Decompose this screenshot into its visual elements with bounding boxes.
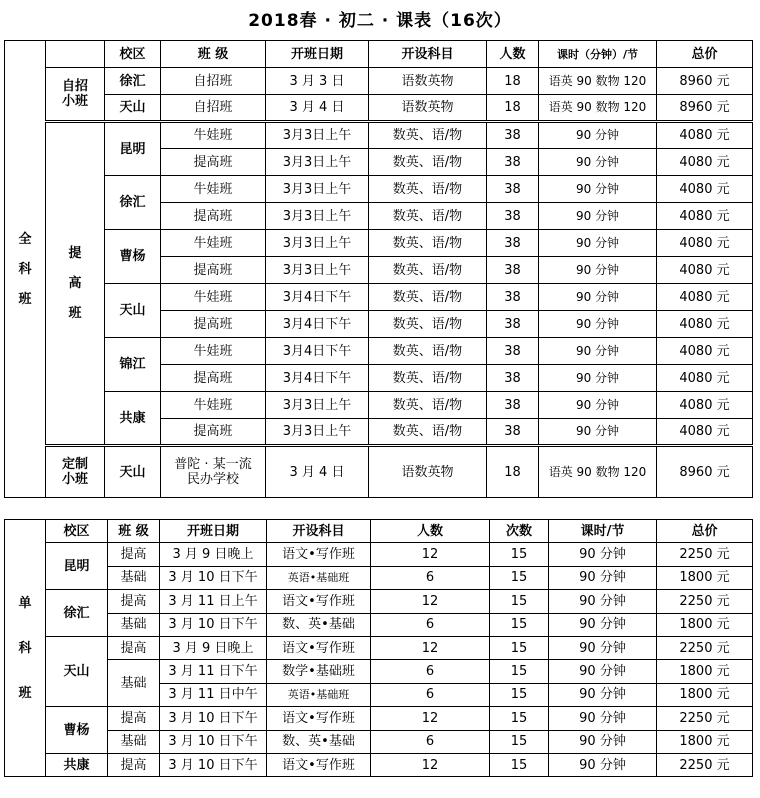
table-row <box>5 230 753 257</box>
subject-cell: 数英、语/物 <box>369 122 487 149</box>
student-count-cell: 38 <box>487 176 539 203</box>
student-count-cell: 6 <box>371 660 490 683</box>
subject-cell: 数学•基础班 <box>267 660 371 683</box>
section-label: 提 高 班 <box>46 122 105 446</box>
student-count-cell: 6 <box>371 730 490 753</box>
campus-name: 昆明 <box>105 122 161 176</box>
price-cell: 4080 元 <box>657 338 753 365</box>
subject-cell: 语文•写作班 <box>267 636 371 659</box>
student-count-cell: 38 <box>487 338 539 365</box>
price-cell: 4080 元 <box>657 392 753 419</box>
class-cell: 牛娃班 <box>161 176 266 203</box>
group-label-single-subject: 单 科 班 <box>5 520 46 777</box>
price-cell: 8960 元 <box>657 446 753 498</box>
subject-cell: 数英、语/物 <box>369 392 487 419</box>
single-subject-schedule-table <box>4 519 753 777</box>
class-cell: 提高班 <box>161 149 266 176</box>
campus-name: 曹杨 <box>105 230 161 284</box>
price-cell: 4080 元 <box>657 176 753 203</box>
price-cell: 2250 元 <box>657 707 753 730</box>
duration-cell: 90 分钟 <box>539 392 657 419</box>
duration-cell: 90 分钟 <box>539 365 657 392</box>
class-cell: 提高 <box>108 753 160 776</box>
campus-name: 天山 <box>46 636 108 706</box>
session-count-cell: 15 <box>490 753 549 776</box>
start-date-cell: 3 月 10 日下午 <box>160 730 267 753</box>
start-date-cell: 3月4日下午 <box>266 284 369 311</box>
start-date-cell: 3 月 10 日下午 <box>160 753 267 776</box>
subject-cell: 语数英物 <box>369 68 487 95</box>
table1-header-cell: 人数 <box>487 41 539 68</box>
price-cell: 4080 元 <box>657 230 753 257</box>
class-cell: 牛娃班 <box>161 122 266 149</box>
price-cell: 4080 元 <box>657 365 753 392</box>
student-count-cell: 38 <box>487 203 539 230</box>
student-count-cell: 38 <box>487 419 539 446</box>
table2-header-cell: 总价 <box>657 520 753 543</box>
session-count-cell: 15 <box>490 590 549 613</box>
table-row <box>5 660 753 683</box>
table-row <box>5 68 753 95</box>
duration-cell: 90 分钟 <box>549 636 657 659</box>
duration-cell: 90 分钟 <box>539 149 657 176</box>
start-date-cell: 3 月 4 日 <box>266 446 369 498</box>
duration-cell: 90 分钟 <box>549 730 657 753</box>
campus-name: 曹杨 <box>46 707 108 754</box>
session-count-cell: 15 <box>490 730 549 753</box>
subject-cell: 数英、语/物 <box>369 230 487 257</box>
table-row <box>5 392 753 419</box>
campus-name: 共康 <box>46 753 108 776</box>
campus-name: 徐汇 <box>105 68 161 95</box>
subject-cell: 数英、语/物 <box>369 419 487 446</box>
campus-name: 天山 <box>105 446 161 498</box>
duration-cell: 90 分钟 <box>549 660 657 683</box>
start-date-cell: 3 月 11 日中午 <box>160 683 267 706</box>
subject-cell: 数英、语/物 <box>369 284 487 311</box>
class-cell: 牛娃班 <box>161 230 266 257</box>
class-cell: 提高 <box>108 707 160 730</box>
price-cell: 4080 元 <box>657 257 753 284</box>
price-cell: 1800 元 <box>657 613 753 636</box>
duration-cell: 90 分钟 <box>539 257 657 284</box>
subject-cell: 数、英•基础 <box>267 730 371 753</box>
student-count-cell: 6 <box>371 566 490 589</box>
table-row <box>5 543 753 566</box>
table1-header-cell: 班 级 <box>161 41 266 68</box>
price-cell: 1800 元 <box>657 660 753 683</box>
student-count-cell: 6 <box>371 613 490 636</box>
price-cell: 8960 元 <box>657 68 753 95</box>
price-cell: 1800 元 <box>657 566 753 589</box>
subject-cell: 语文•写作班 <box>267 590 371 613</box>
subject-cell: 语数英物 <box>369 446 487 498</box>
duration-cell: 语英 90 数物 120 <box>539 68 657 95</box>
duration-cell: 90 分钟 <box>549 566 657 589</box>
class-cell: 提高班 <box>161 311 266 338</box>
table-row <box>5 636 753 659</box>
duration-cell: 语英 90 数物 120 <box>539 95 657 122</box>
student-count-cell: 12 <box>371 590 490 613</box>
subject-cell: 数英、语/物 <box>369 365 487 392</box>
campus-name: 徐汇 <box>46 590 108 637</box>
start-date-cell: 3月3日上午 <box>266 230 369 257</box>
start-date-cell: 3月3日上午 <box>266 257 369 284</box>
price-cell: 4080 元 <box>657 284 753 311</box>
subject-cell: 语文•写作班 <box>267 543 371 566</box>
student-count-cell: 38 <box>487 149 539 176</box>
start-date-cell: 3月4日下午 <box>266 365 369 392</box>
student-count-cell: 12 <box>371 636 490 659</box>
table1-header-cell: 总价 <box>657 41 753 68</box>
subject-cell: 数英、语/物 <box>369 338 487 365</box>
start-date-cell: 3 月 9 日晚上 <box>160 636 267 659</box>
student-count-cell: 18 <box>487 95 539 122</box>
subject-cell: 数英、语/物 <box>369 176 487 203</box>
start-date-cell: 3 月 3 日 <box>266 68 369 95</box>
session-count-cell: 15 <box>490 683 549 706</box>
start-date-cell: 3 月 10 日下午 <box>160 707 267 730</box>
table-row <box>5 566 753 589</box>
duration-cell: 90 分钟 <box>539 122 657 149</box>
subject-cell: 数、英•基础 <box>267 613 371 636</box>
start-date-cell: 3 月 9 日晚上 <box>160 543 267 566</box>
campus-name: 天山 <box>105 95 161 122</box>
table-row <box>5 95 753 122</box>
student-count-cell: 18 <box>487 68 539 95</box>
duration-cell: 90 分钟 <box>539 176 657 203</box>
table2-header-cell: 班 级 <box>108 520 160 543</box>
student-count-cell: 12 <box>371 753 490 776</box>
duration-cell: 90 分钟 <box>539 338 657 365</box>
price-cell: 2250 元 <box>657 753 753 776</box>
start-date-cell: 3月3日上午 <box>266 122 369 149</box>
start-date-cell: 3月3日上午 <box>266 149 369 176</box>
price-cell: 4080 元 <box>657 122 753 149</box>
start-date-cell: 3月4日下午 <box>266 311 369 338</box>
table1-header-cell: 开班日期 <box>266 41 369 68</box>
subject-cell: 数英、语/物 <box>369 203 487 230</box>
table2-header-cell: 次数 <box>490 520 549 543</box>
student-count-cell: 38 <box>487 257 539 284</box>
table2-header-row <box>5 520 753 543</box>
price-cell: 2250 元 <box>657 636 753 659</box>
table1-header-cell: 开设科目 <box>369 41 487 68</box>
start-date-cell: 3 月 4 日 <box>266 95 369 122</box>
duration-cell: 90 分钟 <box>539 284 657 311</box>
duration-cell: 语英 90 数物 120 <box>539 446 657 498</box>
session-count-cell: 15 <box>490 636 549 659</box>
class-cell: 基础 <box>108 660 160 707</box>
class-cell: 基础 <box>108 613 160 636</box>
session-count-cell: 15 <box>490 543 549 566</box>
start-date-cell: 3月3日上午 <box>266 392 369 419</box>
start-date-cell: 3月4日下午 <box>266 338 369 365</box>
campus-name: 徐汇 <box>105 176 161 230</box>
duration-cell: 90 分钟 <box>549 543 657 566</box>
price-cell: 4080 元 <box>657 311 753 338</box>
subject-cell: 数英、语/物 <box>369 257 487 284</box>
student-count-cell: 38 <box>487 230 539 257</box>
header-blank <box>46 41 105 68</box>
class-cell: 牛娃班 <box>161 392 266 419</box>
duration-cell: 90 分钟 <box>549 683 657 706</box>
campus-name: 昆明 <box>46 543 108 590</box>
section-label: 定制 小班 <box>46 446 105 498</box>
class-cell: 提高 <box>108 543 160 566</box>
class-cell: 提高班 <box>161 257 266 284</box>
table-row <box>5 753 753 776</box>
student-count-cell: 18 <box>487 446 539 498</box>
price-cell: 1800 元 <box>657 683 753 706</box>
class-cell: 基础 <box>108 730 160 753</box>
table2-header-cell: 校区 <box>46 520 108 543</box>
class-cell: 提高 <box>108 636 160 659</box>
student-count-cell: 12 <box>371 707 490 730</box>
student-count-cell: 38 <box>487 284 539 311</box>
table1-header-cell: 课时（分钟）/节 <box>539 41 657 68</box>
table-row <box>5 338 753 365</box>
class-cell: 基础 <box>108 566 160 589</box>
table-row <box>5 176 753 203</box>
student-count-cell: 6 <box>371 683 490 706</box>
duration-cell: 90 分钟 <box>539 419 657 446</box>
start-date-cell: 3月3日上午 <box>266 203 369 230</box>
session-count-cell: 15 <box>490 566 549 589</box>
class-cell: 提高 <box>108 590 160 613</box>
price-cell: 2250 元 <box>657 590 753 613</box>
campus-name: 锦江 <box>105 338 161 392</box>
student-count-cell: 38 <box>487 392 539 419</box>
table2-header-cell: 开设科目 <box>267 520 371 543</box>
table-row <box>5 613 753 636</box>
start-date-cell: 3 月 11 日上午 <box>160 590 267 613</box>
subject-cell: 英语•基础班 <box>267 566 371 589</box>
section-label: 自招 小班 <box>46 68 105 122</box>
campus-name: 共康 <box>105 392 161 446</box>
duration-cell: 90 分钟 <box>539 311 657 338</box>
price-cell: 4080 元 <box>657 149 753 176</box>
table-row <box>5 122 753 149</box>
start-date-cell: 3月3日上午 <box>266 176 369 203</box>
class-cell: 牛娃班 <box>161 338 266 365</box>
table-row <box>5 730 753 753</box>
duration-cell: 90 分钟 <box>549 707 657 730</box>
student-count-cell: 38 <box>487 122 539 149</box>
duration-cell: 90 分钟 <box>549 613 657 636</box>
class-cell: 提高班 <box>161 203 266 230</box>
session-count-cell: 15 <box>490 613 549 636</box>
price-cell: 8960 元 <box>657 95 753 122</box>
session-count-cell: 15 <box>490 660 549 683</box>
price-cell: 4080 元 <box>657 419 753 446</box>
page-title: 2018春 · 初二 · 课表（16次） <box>248 11 512 31</box>
session-count-cell: 15 <box>490 707 549 730</box>
start-date-cell: 3 月 11 日下午 <box>160 660 267 683</box>
subject-cell: 语数英物 <box>369 95 487 122</box>
table2-header-cell: 人数 <box>371 520 490 543</box>
student-count-cell: 12 <box>371 543 490 566</box>
class-cell: 普陀 · 某一流 民办学校 <box>161 446 266 498</box>
student-count-cell: 38 <box>487 365 539 392</box>
campus-name: 天山 <box>105 284 161 338</box>
duration-cell: 90 分钟 <box>539 203 657 230</box>
price-cell: 1800 元 <box>657 730 753 753</box>
price-cell: 2250 元 <box>657 543 753 566</box>
table-row <box>5 707 753 730</box>
table1-header-row <box>5 41 753 68</box>
subject-cell: 英语•基础班 <box>267 683 371 706</box>
subject-cell: 数英、语/物 <box>369 149 487 176</box>
subject-cell: 语文•写作班 <box>267 707 371 730</box>
subject-cell: 语文•写作班 <box>267 753 371 776</box>
table-row <box>5 446 753 498</box>
table2-header-cell: 课时/节 <box>549 520 657 543</box>
subject-cell: 数英、语/物 <box>369 311 487 338</box>
price-cell: 4080 元 <box>657 203 753 230</box>
class-cell: 自招班 <box>161 68 266 95</box>
class-cell: 牛娃班 <box>161 284 266 311</box>
duration-cell: 90 分钟 <box>539 230 657 257</box>
class-cell: 提高班 <box>161 419 266 446</box>
class-cell: 自招班 <box>161 95 266 122</box>
duration-cell: 90 分钟 <box>549 590 657 613</box>
table-row <box>5 284 753 311</box>
class-cell: 提高班 <box>161 365 266 392</box>
start-date-cell: 3 月 10 日下午 <box>160 613 267 636</box>
duration-cell: 90 分钟 <box>549 753 657 776</box>
full-subject-schedule-table <box>4 40 753 498</box>
start-date-cell: 3 月 10 日下午 <box>160 566 267 589</box>
table-row <box>5 590 753 613</box>
table2-header-cell: 开班日期 <box>160 520 267 543</box>
table1-header-cell: 校区 <box>105 41 161 68</box>
student-count-cell: 38 <box>487 311 539 338</box>
start-date-cell: 3月3日上午 <box>266 419 369 446</box>
group-label-full-subject: 全 科 班 <box>5 41 46 498</box>
